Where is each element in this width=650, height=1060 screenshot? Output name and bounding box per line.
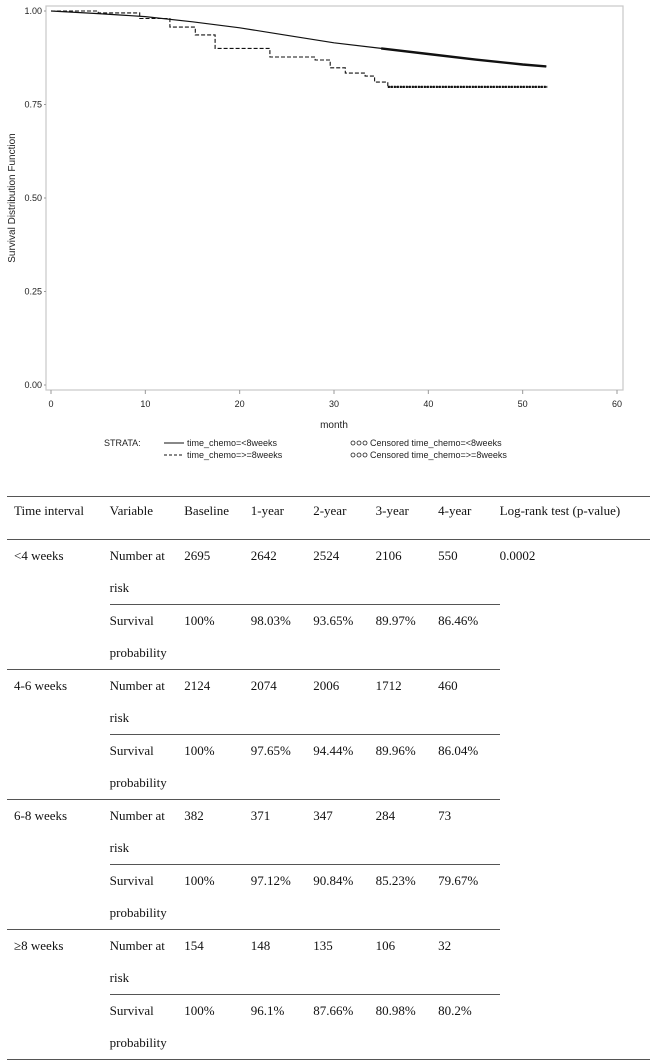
cell-time-interval: <4 weeks <box>14 548 64 563</box>
cell-pvalue <box>500 930 650 995</box>
cell-time-interval: 6-8 weeks <box>7 800 110 865</box>
cell-value: 86.04% <box>438 735 499 800</box>
header-2-year: 2-year <box>313 503 347 518</box>
x-tick-label: 30 <box>328 399 340 409</box>
variable-label-line: Survival <box>109 743 154 758</box>
cell-value: 154 <box>184 930 250 995</box>
cell-value: 79.67% <box>438 865 499 930</box>
cell-pvalue <box>500 670 650 735</box>
cell-value: 371 <box>251 800 313 865</box>
y-tick-label: 0.25 <box>24 286 42 297</box>
y-axis <box>24 6 46 390</box>
cell-value: 100% <box>184 995 250 1060</box>
cell-variable <box>110 540 185 605</box>
cell-pvalue: 0.0002 <box>499 548 536 563</box>
variable-label-line: risk <box>109 970 130 985</box>
y-axis-label: Survival Distribution Function <box>7 133 18 263</box>
censor-marker-icon <box>351 453 367 457</box>
table-header-row <box>7 497 650 540</box>
variable-label-line: Survival <box>109 873 154 888</box>
x-axis-label: month <box>320 420 348 431</box>
cell-value: 347 <box>313 800 375 865</box>
cell-value: 87.66% <box>313 995 375 1060</box>
variable-label-line: risk <box>109 580 130 595</box>
x-tick-label: 40 <box>423 399 434 409</box>
variable-label-line: risk <box>109 710 130 725</box>
legend-series-0: time_chemo=<8weeks <box>187 438 278 448</box>
cell-value: 80.2% <box>438 995 499 1060</box>
cell-time-interval: 4-6 weeks <box>7 670 110 735</box>
table-row-survival-probability <box>7 605 650 670</box>
cell-value: 2074 <box>251 670 313 735</box>
cell-variable <box>110 670 185 735</box>
header-log-rank: Log-rank test (p-value) <box>499 503 621 518</box>
cell-value: 106 <box>376 930 438 995</box>
header-4-year: 4-year <box>438 503 472 518</box>
cell-pvalue <box>500 735 650 800</box>
legend-series-1: time_chemo=>=8weeks <box>187 450 283 460</box>
table-row-number-at-risk <box>7 540 650 605</box>
variable-label-line: probability <box>109 1035 167 1050</box>
cell-value: 73 <box>438 800 499 865</box>
cell-pvalue <box>500 605 650 670</box>
plot-frame <box>46 6 623 390</box>
header-baseline: Baseline <box>184 503 230 518</box>
legend-censored-1: Censored time_chemo=>=8weeks <box>370 450 507 460</box>
cell-value: 90.84% <box>313 865 375 930</box>
cell-time-interval <box>7 605 110 670</box>
legend-censored-0: Censored time_chemo=<8weeks <box>370 438 502 448</box>
cell-value: 96.1% <box>251 995 313 1060</box>
cell-value: 148 <box>251 930 313 995</box>
cell-value: 89.97% <box>376 605 438 670</box>
series-line-1 <box>51 11 547 87</box>
survival-table <box>7 496 650 1060</box>
cell-value: 100% <box>184 605 250 670</box>
y-tick-label: 0.75 <box>24 99 42 110</box>
cell-value: 135 <box>313 930 375 995</box>
cell-value: 98.03% <box>251 605 313 670</box>
cell-variable <box>110 865 185 930</box>
header-time-interval: Time interval <box>14 503 84 518</box>
cell-variable <box>110 930 185 995</box>
variable-label-line: probability <box>109 905 167 920</box>
cell-variable <box>110 800 185 865</box>
variable-label-line: Number at <box>109 808 165 823</box>
header-variable: Variable <box>109 503 153 518</box>
cell-pvalue <box>500 865 650 930</box>
cell-value: 100% <box>184 865 250 930</box>
x-tick-label: 10 <box>140 399 151 409</box>
y-tick-label: 1.00 <box>24 6 42 16</box>
variable-label-line: Number at <box>109 938 165 953</box>
cell-value: 80.98% <box>376 995 438 1060</box>
cell-time-interval <box>7 995 110 1060</box>
cell-value: 86.46% <box>438 605 499 670</box>
cell-value: 93.65% <box>313 605 375 670</box>
cell-value: 2006 <box>313 670 375 735</box>
cell-value: 2106 <box>375 548 402 563</box>
cell-value: 460 <box>438 670 499 735</box>
legend-title: STRATA: <box>104 438 141 448</box>
table-row-number-at-risk <box>7 800 650 865</box>
cell-value: 97.12% <box>251 865 313 930</box>
cell-variable <box>110 995 185 1060</box>
table-row-number-at-risk <box>7 670 650 735</box>
x-tick-label: 0 <box>48 399 54 409</box>
cell-pvalue <box>500 800 650 865</box>
cell-variable <box>110 735 185 800</box>
cell-pvalue <box>500 995 650 1060</box>
header-1-year: 1-year <box>250 503 284 518</box>
cell-value: 2642 <box>250 548 277 563</box>
cell-value: 2695 <box>184 548 211 563</box>
y-tick-label: 0.00 <box>24 380 42 390</box>
cell-variable <box>110 605 185 670</box>
table-row-survival-probability <box>7 865 650 930</box>
legend <box>104 438 507 460</box>
cell-value: 94.44% <box>313 735 375 800</box>
x-tick-label: 60 <box>611 399 623 409</box>
table-row-survival-probability <box>7 735 650 800</box>
variable-label-line: risk <box>109 840 130 855</box>
cell-value: 85.23% <box>376 865 438 930</box>
cell-value: 2124 <box>184 670 250 735</box>
series-layer <box>51 11 547 87</box>
variable-label-line: Survival <box>109 613 154 628</box>
header-3-year: 3-year <box>375 503 409 518</box>
table-row-survival-probability <box>7 995 650 1060</box>
cell-value: 2524 <box>313 548 340 563</box>
variable-label-line: Number at <box>109 678 165 693</box>
cell-time-interval: ≥8 weeks <box>7 930 110 995</box>
y-tick-label: 0.50 <box>24 193 42 203</box>
variable-label-line: probability <box>109 775 167 790</box>
censor-marker-icon <box>351 441 367 445</box>
variable-label-line: Survival <box>109 1003 154 1018</box>
cell-value: 32 <box>438 930 499 995</box>
x-tick-label: 20 <box>234 399 245 409</box>
cell-value: 284 <box>376 800 438 865</box>
censored-marks-0 <box>381 48 546 66</box>
cell-value: 97.65% <box>251 735 313 800</box>
x-axis <box>48 390 622 409</box>
cell-value: 1712 <box>376 670 438 735</box>
cell-value: 100% <box>184 735 250 800</box>
x-tick-label: 50 <box>517 399 528 409</box>
variable-label-line: Number at <box>109 548 165 563</box>
cell-value: 382 <box>184 800 250 865</box>
table-row-number-at-risk <box>7 930 650 995</box>
cell-value: 89.96% <box>376 735 438 800</box>
variable-label-line: probability <box>109 645 167 660</box>
survival-chart <box>0 0 650 470</box>
cell-value: 550 <box>438 548 458 563</box>
cell-time-interval <box>7 865 110 930</box>
cell-time-interval <box>7 735 110 800</box>
